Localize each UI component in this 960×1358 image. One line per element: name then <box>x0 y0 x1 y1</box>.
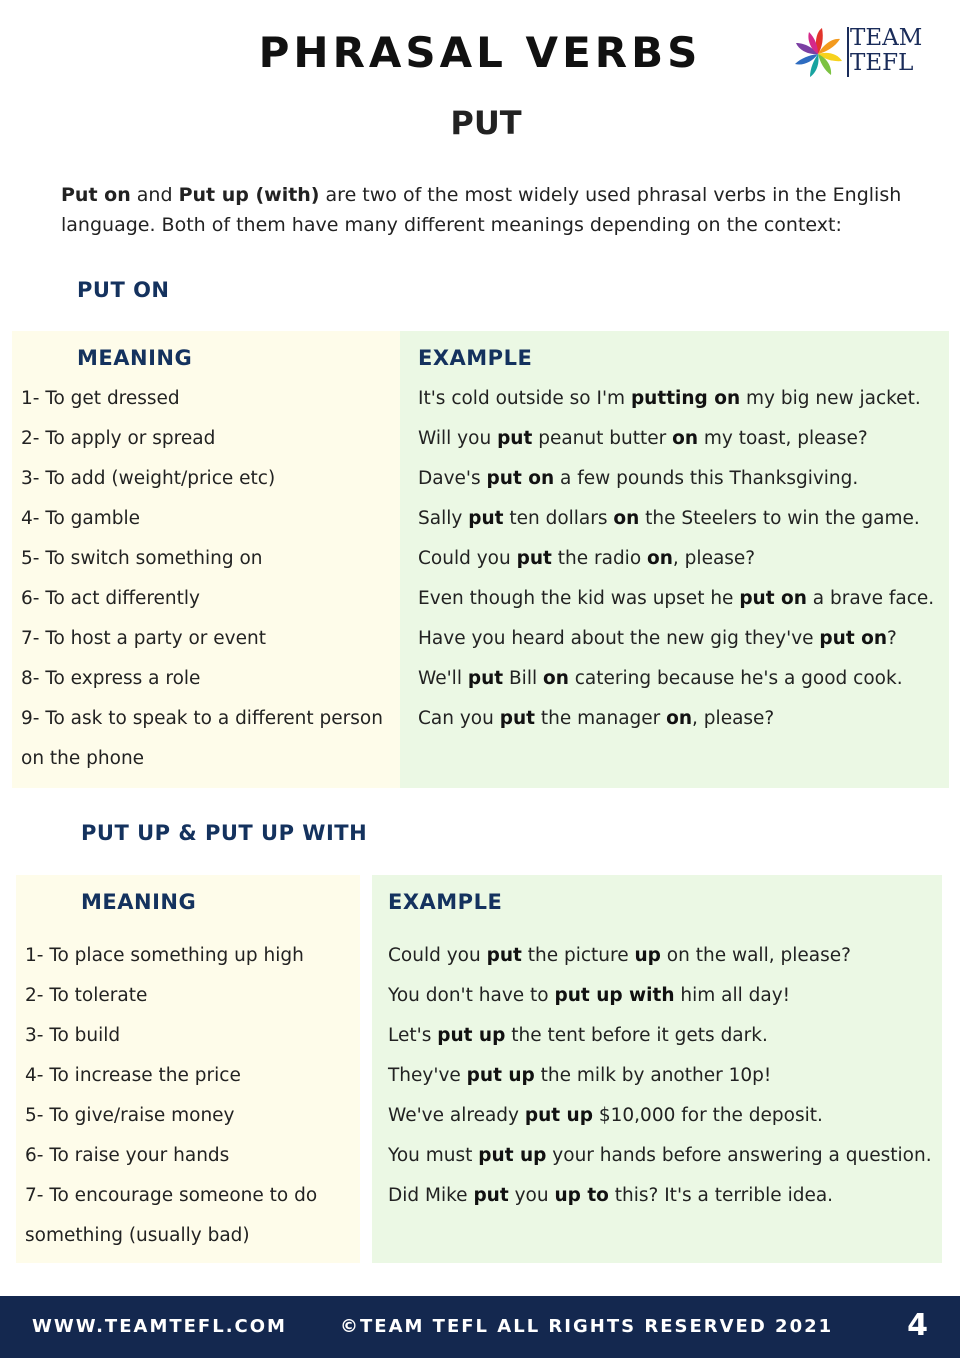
meaning-row: 2- To tolerate <box>25 985 148 1006</box>
example-text: him all day! <box>674 985 791 1006</box>
example-text: Will you <box>418 428 498 449</box>
phrasal-verb-highlight: put <box>499 708 535 729</box>
example-text: on the wall, please? <box>660 945 851 966</box>
example-text: my big new jacket. <box>740 388 921 409</box>
example-text: the tent before it gets dark. <box>505 1025 768 1046</box>
put-up-example-header: EXAMPLE <box>388 890 503 914</box>
put-up-meaning-header: MEANING <box>81 890 197 914</box>
example-text: Could you <box>418 548 517 569</box>
meaning-row: something (usually bad) <box>25 1225 250 1246</box>
example-text: $10,000 for the deposit. <box>592 1105 823 1126</box>
example-text: a brave face. <box>806 588 935 609</box>
example-row <box>418 468 858 489</box>
meaning-row: 6- To raise your hands <box>25 1145 230 1166</box>
logo-line2: TEFL <box>850 50 914 76</box>
example-text: ? <box>887 628 897 649</box>
example-text: ten dollars <box>503 508 614 529</box>
example-text: They've <box>388 1065 467 1086</box>
example-text: You must <box>388 1145 479 1166</box>
example-text: Dave's <box>418 468 487 489</box>
example-row <box>388 1145 932 1166</box>
meaning-row: 3- To add (weight/price etc) <box>21 468 276 489</box>
meaning-row: 2- To apply or spread <box>21 428 216 449</box>
example-text: Did Mike <box>388 1185 474 1206</box>
intro-segment: Put on <box>61 184 131 206</box>
meaning-row: 3- To build <box>25 1025 121 1046</box>
meaning-row: 5- To give/raise money <box>25 1105 235 1126</box>
example-text: Even though the kid was upset he <box>418 588 740 609</box>
example-text: this? It's a terrible idea. <box>608 1185 834 1206</box>
phrasal-verb-highlight: put <box>473 1185 509 1206</box>
phrasal-verb-highlight: put on <box>819 628 887 649</box>
example-text: Sally <box>418 508 469 529</box>
phrasal-verb-highlight: put <box>516 548 552 569</box>
intro-segment: and <box>130 184 179 206</box>
example-text: Bill <box>503 668 543 689</box>
intro-paragraph <box>61 180 911 240</box>
phrasal-verb-highlight: up <box>634 945 661 966</box>
phrasal-verb-highlight: on <box>666 708 693 729</box>
meaning-row: 4- To increase the price <box>25 1065 241 1086</box>
intro-segment: Put up (with) <box>178 184 320 206</box>
phrasal-verb-highlight: put on <box>486 468 555 489</box>
example-text: You don't have to <box>388 985 555 1006</box>
example-row <box>418 508 920 529</box>
example-text: the radio <box>551 548 648 569</box>
example-text: you <box>508 1185 555 1206</box>
example-text: We've already <box>388 1105 525 1126</box>
section-heading-put-up: PUT UP & PUT UP WITH <box>81 821 368 845</box>
logo-wordmark <box>850 26 922 76</box>
page-subtitle: PUT <box>450 104 522 142</box>
phrasal-verb-highlight: up to <box>554 1185 609 1206</box>
example-row <box>418 388 921 409</box>
example-row <box>418 708 774 729</box>
example-text: It's cold outside so I'm <box>418 388 631 409</box>
meaning-row: on the phone <box>21 748 145 769</box>
footer-bar <box>0 1296 960 1358</box>
example-row <box>388 1185 833 1206</box>
example-row <box>388 1105 823 1126</box>
phrasal-verb-highlight: put up <box>524 1105 593 1126</box>
example-text: , please? <box>672 548 756 569</box>
page-number: 4 <box>907 1308 928 1343</box>
section-heading-put-on: PUT ON <box>77 278 170 302</box>
intro-segment: are two of the most widely used phrasal verbs in the English language. Both of them have many different meanings depending on the context: <box>61 184 902 236</box>
meaning-row: 6- To act differently <box>21 588 200 609</box>
example-row <box>418 668 903 689</box>
example-text: your hands before answering a question. <box>546 1145 932 1166</box>
example-text: peanut butter <box>532 428 673 449</box>
phrasal-verb-highlight: putting on <box>630 388 741 409</box>
phrasal-verb-highlight: put <box>486 945 522 966</box>
phrasal-verb-highlight: put on <box>739 588 807 609</box>
example-row <box>418 588 934 609</box>
example-text: the Steelers to win the game. <box>639 508 920 529</box>
phrasal-verb-highlight: put <box>497 428 533 449</box>
example-text: my toast, please? <box>698 428 868 449</box>
phrasal-verb-highlight: on <box>542 668 569 689</box>
example-row <box>418 428 868 449</box>
flower-logo-icon <box>792 26 844 82</box>
example-text: Have you heard about the new gig they've <box>418 628 820 649</box>
example-text: We'll <box>418 668 468 689</box>
put-on-meaning-header: MEANING <box>77 346 193 370</box>
example-row <box>418 548 755 569</box>
meaning-row: 5- To switch something on <box>21 548 263 569</box>
phrasal-verb-highlight: put up <box>437 1025 506 1046</box>
example-text: Let's <box>388 1025 438 1046</box>
phrasal-verb-highlight: on <box>672 428 698 449</box>
example-text: catering because he's a good cook. <box>568 668 903 689</box>
meaning-row: 1- To get dressed <box>21 388 180 409</box>
phrasal-verb-highlight: put up <box>478 1145 547 1166</box>
example-text: a few pounds this Thanksgiving. <box>554 468 859 489</box>
page-title: PHRASAL VERBS <box>258 28 702 77</box>
example-text: the milk by another 10p! <box>534 1065 772 1086</box>
example-text: the picture <box>521 945 635 966</box>
logo-divider <box>847 27 849 77</box>
example-text: , please? <box>692 708 775 729</box>
meaning-row: 4- To gamble <box>21 508 141 529</box>
logo-line1: TEAM <box>850 25 923 51</box>
example-row <box>388 985 790 1006</box>
example-text: the manager <box>535 708 667 729</box>
meaning-row: 8- To express a role <box>21 668 201 689</box>
phrasal-verb-highlight: put <box>467 668 504 689</box>
example-row <box>388 1065 771 1086</box>
meaning-row: 1- To place something up high <box>25 945 304 966</box>
example-row <box>418 628 897 649</box>
footer-website-link[interactable]: WWW.TEAMTEFL.COM <box>32 1316 287 1337</box>
footer-copyright: ©TEAM TEFL ALL RIGHTS RESERVED 2021 <box>340 1316 834 1337</box>
phrasal-verb-highlight: put <box>468 508 504 529</box>
example-text: Can you <box>418 708 500 729</box>
phrasal-verb-highlight: on <box>647 548 673 569</box>
example-row <box>388 1025 768 1046</box>
phrasal-verb-highlight: on <box>613 508 640 529</box>
meaning-row: 9- To ask to speak to a different person <box>21 708 383 729</box>
meaning-row: 7- To encourage someone to do <box>25 1185 318 1206</box>
team-tefl-logo <box>792 24 942 84</box>
put-on-example-header: EXAMPLE <box>418 346 533 370</box>
example-row <box>388 945 851 966</box>
meaning-row: 7- To host a party or event <box>21 628 266 649</box>
phrasal-verb-highlight: put up with <box>554 985 675 1006</box>
example-text: Could you <box>388 945 487 966</box>
phrasal-verb-highlight: put up <box>466 1065 535 1086</box>
